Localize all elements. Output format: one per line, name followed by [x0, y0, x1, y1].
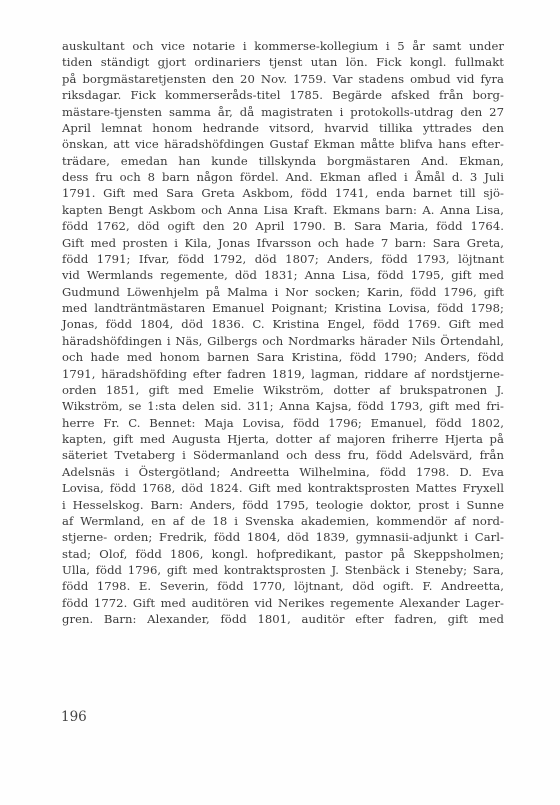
body-text	[62, 38, 504, 628]
text-line: född 1791; Ifvar, född 1792, död 1807; Anders, född 1793, löjtnant	[62, 251, 504, 266]
text-line: i Hesselskog. Barn: Anders, född 1795, teologie doktor, prost i Sunne	[62, 497, 504, 512]
text-line: herre Fr. C. Bennet: Maja Lovisa, född 1796; Emanuel, född 1802,	[62, 415, 504, 430]
text-line: Gudmund Löwenhjelm på Malma i Nor socken; Karin, född 1796, gift	[62, 284, 504, 299]
text-line: af Wermland, en af de 18 i Svenska akademien, kommendör af nord-	[62, 513, 504, 528]
text-line: på borgmästaretjensten den 20 Nov. 1759. Var stadens ombud vid fyra	[62, 71, 504, 86]
text-line: auskultant och vice notarie i kommerse-kollegium i 5 år samt under	[62, 39, 504, 53]
text-line: Lovisa, född 1768, död 1824. Gift med kontraktsprosten Mattes Fryxell	[62, 481, 504, 496]
page-number: 196	[61, 709, 87, 725]
text-line: 1791. Gift med Sara Greta Askbom, född 1741, enda barnet till sjö-	[62, 186, 504, 201]
text-line: önskan, att vice häradshöfdingen Gustaf Ekman måtte blifva hans efter-	[62, 137, 504, 152]
text-line: häradshöfdingen i Näs, Gilbergs och Nordmarks härader Nils Örtendahl,	[62, 333, 504, 348]
text-line: kapten Bengt Askbom och Anna Lisa Kraft. Ekmans barn: A. Anna Lisa,	[62, 202, 504, 217]
text-line: med landträntmästaren Emanuel Poignant; Kristina Lovisa, född 1798;	[62, 301, 504, 315]
text-line: orden 1851, gift med Emelie Wikström, dotter af brukspatronen J.	[62, 382, 504, 397]
text-line: 1791, häradshöfding efter fadren 1819, lagman, riddare af nordstjerne-	[62, 366, 504, 381]
text-line: kapten, gift med Augusta Hjerta, dotter af majoren friherre Hjerta på	[62, 432, 504, 446]
text-line: Wikström, se 1:sta delen sid. 311; Anna Kajsa, född 1793, gift med fri-	[62, 399, 504, 414]
text-line: Adelsnäs i Östergötland; Andreetta Wilhelmina, född 1798. D. Eva	[62, 464, 504, 479]
text-line: gren. Barn: Alexander, född 1801, auditör efter fadren, gift med	[62, 612, 504, 627]
text-line: trädare, emedan han kunde tillskynda borgmästaren And. Ekman,	[62, 153, 504, 168]
text-line: född 1762, död ogift den 20 April 1790. B. Sara Maria, född 1764.	[62, 219, 504, 234]
text-line: Ulla, född 1796, gift med kontraktsprosten J. Stenbäck i Steneby; Sara,	[62, 563, 504, 577]
text-line: April lemnat honom hedrande vitsord, hvarvid tillika yttrades den	[62, 120, 504, 135]
text-line: Gift med prosten i Kila, Jonas Ifvarsson och hade 7 barn: Sara Greta,	[62, 235, 504, 250]
text-line: född 1772. Gift med auditören vid Nerikes regemente Alexander Lager-	[62, 595, 504, 610]
text-line: Jonas, född 1804, död 1836. C. Kristina Engel, född 1769. Gift med	[62, 317, 504, 332]
text-line: vid Wermlands regemente, död 1831; Anna Lisa, född 1795, gift med	[62, 268, 504, 283]
text-line: riksdagar. Fick kommerseråds-titel 1785. Begärde afsked från borg-	[62, 88, 504, 103]
text-line: stjerne- orden; Fredrik, född 1804, död 1839, gymnasii-adjunkt i Carl-	[62, 530, 504, 545]
text-line: och hade med honom barnen Sara Kristina, född 1790; Anders, född	[62, 350, 504, 365]
text-line: säteriet Tvetaberg i Södermanland och dess fru, född Adelsvärd, från	[62, 448, 504, 463]
text-line: tiden ständigt gjort ordinariers tjenst utan lön. Fick kongl. fullmakt	[62, 55, 504, 70]
text-line: född 1798. E. Severin, född 1770, löjtnant, död ogift. F. Andreetta,	[62, 579, 504, 594]
text-line: mästare-tjensten samma år, då magistraten i protokolls-utdrag den 27	[62, 104, 504, 119]
text-line: dess fru och 8 barn någon fördel. And. Ekman afled i Åmål d. 3 Juli	[62, 170, 504, 184]
text-line: stad; Olof, född 1806, kongl. hofpredikant, pastor på Skeppsholmen;	[62, 546, 504, 561]
